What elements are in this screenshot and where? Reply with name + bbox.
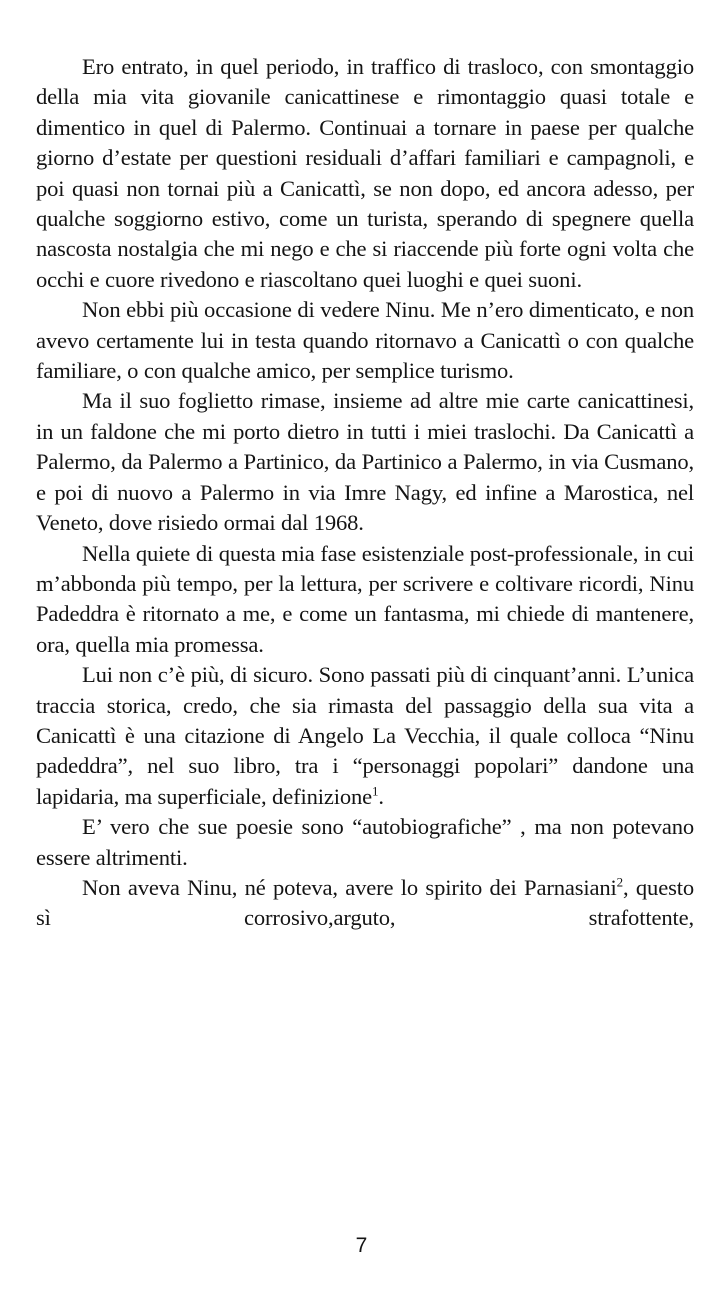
page-number: 7 [355,1234,368,1257]
paragraph-2: Non ebbi più occasione di vedere Ninu. Me n’ero dimenticato, e non avevo certamente lui in testa quando ritornavo a Canicattì o con qualche familiare, o con qualche amico, per semplice turismo. [36,297,694,384]
page-body [36,52,694,934]
paragraph-7-start: Non aveva Ninu, né poteva, avere lo spirito dei Parnasiani [82,874,617,900]
footnote-marker-2: 2 [616,874,624,890]
paragraph-5-text: Lui non c’è più, di sicuro. Sono passati più di cinquant’anni. L’unica traccia storica, credo, che sia rimasta del passaggio della sua vita a Canicattì è una citazione di Angelo La Vecchia, il quale colloca “Ninu padeddra”, nel suo libro, tra i “personaggi popolari” dandone una lapidaria, ma superficiale, definizione [36,662,694,809]
paragraph-7 [36,873,694,934]
paragraph-5-end: . [378,783,384,809]
paragraph-1: Ero entrato, in quel periodo, in traffico di trasloco, con smontaggio della mia vita giovanile canicattinese e rimontaggio quasi totale e dimentico in quel di Palermo. Continuai a tornare in paese per qualche giorno d’estate per questioni residuali d’affari familiari e campagnoli, e poi quasi non tornai più a Canicattì, se non dopo, ed ancora adesso, per qualche soggiorno estivo, come un turista, sperando di spegnere quella nascosta nostalgia che mi nego e che si riaccende più forte ogni volta che occhi e cuore rivedono e riascoltano quei luoghi e quei suoni. [36,54,694,292]
paragraph-5 [36,660,694,812]
paragraph-3: Ma il suo foglietto rimase, insieme ad altre mie carte canicattinesi, in un faldone che mi porto dietro in tutti i miei traslochi. Da Canicattì a Palermo, da Palermo a Partinico, da Partinico a Palermo, in via Cusmano, e poi di nuovo a Palermo in via Imre Nagy, ed infine a Marostica, nel Veneto, dove risiedo ormai dal 1968. [36,388,694,536]
paragraph-6: E’ vero che sue poesie sono “autobiografiche” , ma non potevano essere altrimenti. [36,814,694,870]
footnote-marker-1: 1 [372,783,379,799]
paragraph-4: Nella quiete di questa mia fase esistenziale post-professionale, in cui m’abbonda più tempo, per la lettura, per scrivere e coltivare ricordi, Ninu Padeddra è ritornato a me, e come un fantasma, mi chiede di mantenere, ora, quella mia promessa. [36,540,694,657]
paragraph-7-end: , questo sì corrosivo,arguto, strafottente, [36,874,695,931]
